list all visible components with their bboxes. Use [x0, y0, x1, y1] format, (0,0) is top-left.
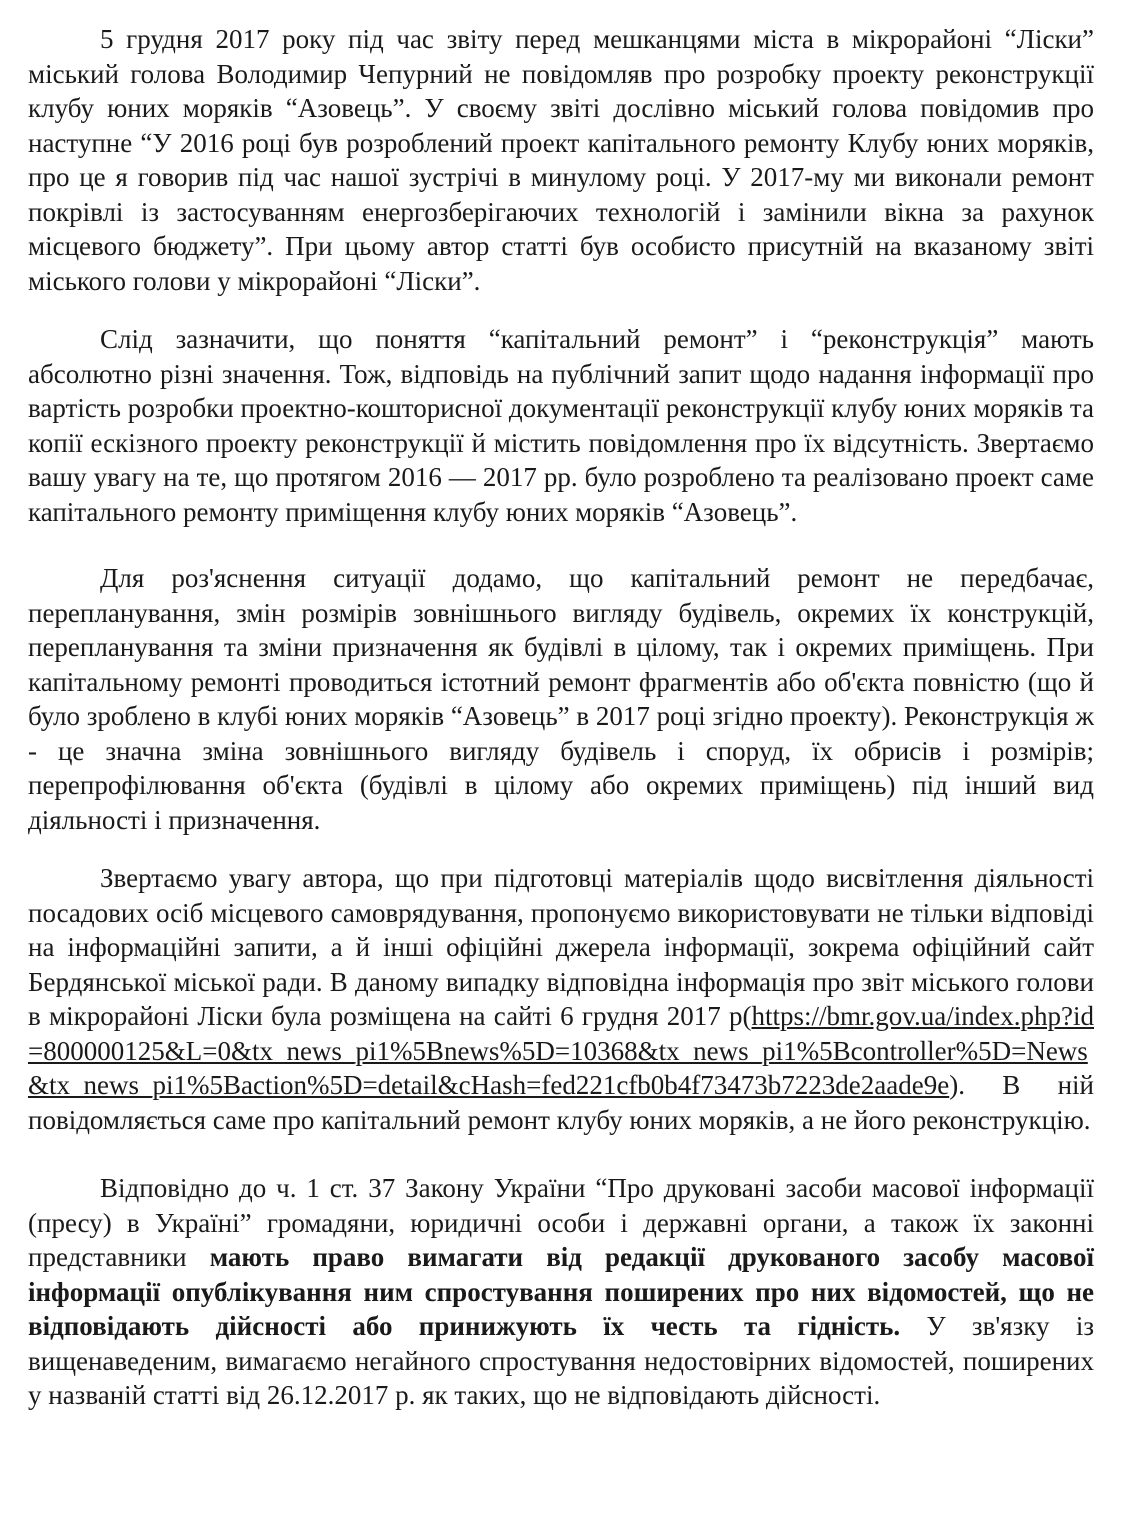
paragraph-legal-demand-tail: У зв'язку із вищенаведеним, вимагаємо негайного спростування недостовірних відомостей, поширених у названій статті від 26.12.2017 р. як таких, що не відповідають дійсності. — [28, 1311, 1094, 1410]
paragraph-clarification: Для роз'яснення ситуації додамо, що капітальний ремонт не передбачає, перепланування, змін розмірів зовнішнього вигляду будівель, окремих їх конструкцій, перепланування та зміни призначення як будівлі в цілому, так і окремих приміщень. При капітальному ремонті проводиться істотний ремонт фрагментів або об'єкта повністю (що й було зроблено в клубі юних моряків “Азовець” в 2017 році згідно проекту). Реконструкція ж - це значна зміна зовнішнього вигляду будівель і споруд, їх обрисів і розмірів; перепрофілювання об'єкта (будівлі в цілому або окремих приміщень) під інший вид діяльності і призначення. — [28, 563, 1094, 835]
paragraph-official-sources-tail: ). В ній повідомляється саме про капітальний ремонт клубу юних моряків, а не його реконструкцію. — [28, 1070, 1094, 1135]
bmr-news-link[interactable]: https://bmr.gov.ua/index.php?id=800000125&L=0&tx_news_pi1%5Bnews%5D=10368&tx_news_pi1%5Bcontroller%5D=News&tx_news_pi1%5Baction%5D=detail&cHash=fed221cfb0b4f73473b7223de2aade9e — [28, 1001, 1094, 1100]
paragraph-report-december: 5 грудня 2017 року під час звіту перед мешканцями міста в мікрорайоні “Ліски” міський голова Володимир Чепурний не повідомляв про розробку проекту реконструкції клубу юних моряків “Азовець”. У своєму звіті дослівно міський голова повідомив про наступне “У 2016 році був розроблений проект капітального ремонту Клубу юних моряків, про це я говорив під час нашої зустрічі в минулому році. У 2017-му ми виконали ремонт покрівлі із застосуванням енергозберігаючих технологій і замінили вікна за рахунок місцевого бюджету”. При цьому автор статті був особисто присутній на вказаному звіті міського голови у мікрорайоні “Ліски”. — [28, 24, 1094, 296]
paragraph-repair-vs-reconstruction: Слід зазначити, що поняття “капітальний ремонт” і “реконструкція” мають абсолютно різні значення. Тож, відповідь на публічний запит щодо надання інформації про вартість розробки проектно-кошторисної документації реконструкції клубу юних моряків та копії ескізного проекту реконструкції й містить повідомлення про їх відсутність. Звертаємо вашу увагу на те, що протягом 2016 — 2017 рр. було розроблено та реалізовано проект саме капітального ремонту приміщення клубу юних моряків “Азовець”. — [28, 324, 1094, 527]
document-page — [28, 22, 1094, 1413]
paragraph-official-sources-text: Звертаємо увагу автора, що при підготовці матеріалів щодо висвітлення діяльності посадових осіб місцевого самоврядування, пропонуємо використовувати не тільки відповіді на інформаційні запити, а й інші офіційні джерела інформації, зокрема офіційний сайт Бердянської міської ради. В даному випадку відповідна інформація про звіт міського голови в мікрорайоні Ліски була розміщена на сайті 6 грудня 2017 р( — [28, 863, 1094, 1031]
paragraph-legal-demand — [28, 1171, 1094, 1413]
paragraph-legal-demand-text: Відповідно до ч. 1 ст. 37 Закону України “Про друковані засоби масової інформації (пресу) в Україні” громадяни, юридичні особи і державні органи, а також їх законні представники — [28, 1173, 1094, 1272]
paragraph-official-sources — [28, 861, 1094, 1137]
legal-right-bold-text: мають право вимагати від редакції друкованого засобу масової інформації опублікування ним спростування поширених про них відомостей, що не відповідають дійсності або принижують їх честь та гідність. — [28, 1242, 1095, 1341]
